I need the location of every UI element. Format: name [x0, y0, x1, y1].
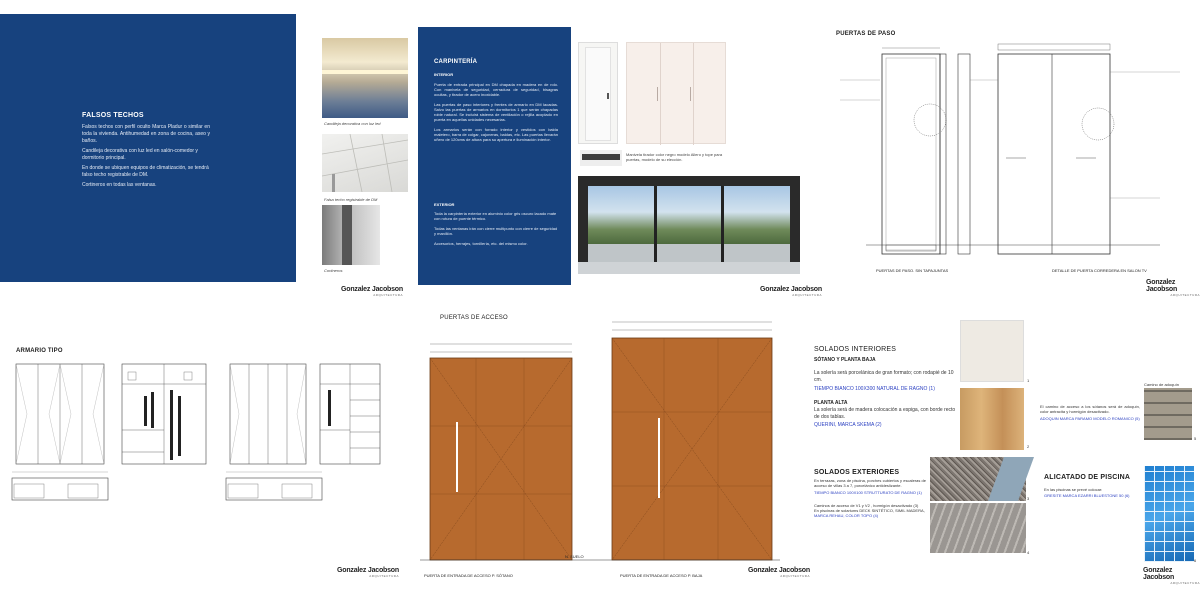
falsos-techos-p2: Candileja decorativa con luz led en salón-comedor y dormitorio principal.	[82, 148, 198, 161]
logo-6-sub: ARQUITECTURA	[1170, 581, 1200, 585]
puertas-acceso-label-right: PUERTA DE ENTRADA DE ACCESO P. BAJA	[620, 573, 703, 578]
interior-p3: Los armarios serán con forrado interior y vestidos con balda maletero, barra de colgar, cajoneras, baldas, etc. Las puertas llevarán uñero de 120cms de altura para su apertura e iluminación interior.	[434, 127, 558, 142]
interior-text	[434, 82, 558, 142]
suelo-label: N. SUELO	[565, 554, 584, 559]
carpinteria-panel	[418, 27, 571, 285]
logo-5-sub: ARQUITECTURA	[780, 574, 810, 578]
puertas-acceso-title: PUERTAS DE ACCESO	[440, 315, 508, 321]
sotano-access-text: El camino de acceso a los sótanos será de adoquín, color antracita y hormigón desactivado.	[1040, 404, 1140, 414]
interior-p2: Las puertas de paso interiores y frentes de armario en DM lacadas. Salvo las puertas de armarios en dormitorios 1 que serán chapadas roble natural. Se incluirá sistema de ventilación o rejilla acoplado en puerta en aquellas unidades necesarias.	[434, 102, 558, 122]
acceso-sotanos-section	[1040, 404, 1140, 421]
alicatado-ref: GRESITE MARCA EZARRI BLUESTONE 50 (6)	[1044, 493, 1130, 498]
puertas-paso-label-right: DETALLE DE PUERTA CORREDERA EN SALON TV	[1052, 268, 1147, 273]
exterior-p1: Toda la carpintería exterior en aluminio color gris oscuro lacado mate con rotura de puente térmico.	[434, 211, 557, 221]
logo-3	[1146, 279, 1200, 297]
caminos-text-1: Caminos de acceso de V1 y V2 , hormigón desactivado (3)	[814, 503, 919, 508]
wardrobe-photo	[626, 42, 726, 144]
exterior-text	[434, 211, 558, 246]
interior-p1: Puerta de entrada principal en DM chapada en madera en de rolo. Con manivela de seguridad, cerradura de seguridad, bisagras ocultas, y tirador de acero inoxidable.	[434, 82, 558, 97]
exterior-p3: Accesorios, herrajes, tornillería, etc. del mismo color.	[434, 241, 528, 246]
caminos-text-2: En piscinas de solariums DECK SINTÉTICO, SIMIL MADERA,	[814, 508, 925, 513]
handle-photo	[580, 150, 622, 166]
caminos-ref: MARCA REHAU, COLOR TOPO (4)	[814, 513, 879, 518]
num-2: 2	[1027, 444, 1030, 449]
exteriores-ref: TIEMPO BIANCO 100X100 STRUTTURATO DE RAGNO (1)	[814, 490, 922, 495]
sotano-text: La solería será porcelánica de gran formato; con rodapié de 10 cm.	[814, 370, 954, 383]
interior-door-photo	[578, 42, 618, 144]
num-5: 5	[1194, 436, 1197, 441]
logo-name: Gonzalez Jacobson	[341, 286, 403, 293]
logo-5	[748, 567, 810, 578]
logo-4-name: Gonzalez Jacobson	[337, 567, 399, 574]
exteriores-text: En terrazas, zona de piscina, porches cubiertos y escaleras de acceso de villas 3 a 7, porcelánico antideslizante.	[814, 478, 926, 488]
exterior-window-photo	[578, 176, 800, 274]
alta-heading: PLANTA ALTA	[814, 400, 848, 406]
num-6: 6	[1194, 558, 1197, 563]
falsos-techos-text	[82, 124, 210, 189]
gresite-swatch	[1144, 466, 1197, 563]
armario-title: ARMARIO TIPO	[16, 348, 63, 354]
granite-swatch	[930, 457, 1026, 501]
solados-exteriores-title: SOLADOS EXTERIORES	[814, 469, 900, 476]
logo-sub: ARQUITECTURA	[373, 293, 403, 297]
exterior-heading: EXTERIOR	[434, 202, 455, 207]
curtain-track-photo	[322, 205, 380, 265]
logo-2-sub: ARQUITECTURA	[792, 293, 822, 297]
logo-6-name: Gonzalez Jacobson	[1143, 567, 1175, 581]
registrable-caption: Falsa techo registrable de DM	[324, 197, 378, 202]
sotano-heading: SÓTANO Y PLANTA BAJA	[814, 357, 876, 363]
white-tile-swatch	[960, 320, 1024, 382]
puertas-acceso-label-left: PUERTA DE ENTRADA DE ACCESO P. SÓTANO	[424, 573, 513, 578]
deck-swatch	[930, 503, 1026, 553]
falsos-techos-panel	[0, 14, 296, 282]
logo-6	[1143, 567, 1200, 585]
led-caption: Candileja decorativa con luz led	[324, 121, 381, 126]
carpinteria-title: CARPINTERÍA	[434, 59, 478, 65]
logo-4	[337, 567, 399, 578]
alta-ref: QUERINI, MARCA SKEMA (2)	[814, 422, 882, 428]
falsos-techos-p3: En donde se ubiquen equipos de climatización, se tendrá falso techo registrable de DM.	[82, 165, 209, 178]
alicatado-section	[1044, 474, 1140, 498]
falsos-techos-p4: Cortineros en todas las ventanas.	[82, 182, 157, 188]
registrable-ceiling-photo	[322, 134, 408, 192]
exterior-p2: Todas las ventanas irán con cierre multipunto con cierre de seguridad y manillón.	[434, 226, 558, 236]
logo-4-sub: ARQUITECTURA	[369, 574, 399, 578]
handle-caption: Manivela tirador color negro modelo Allero y tope para puertas, modelo de su elección.	[626, 152, 723, 162]
cobble-swatch	[1144, 388, 1192, 440]
falsos-techos-p1: Falsos techos con perfil oculto Marca Pladur o similar en toda la vivienda. Antihumedad en zona de cocina, aseo y baños.	[82, 124, 210, 144]
alicatado-text: En las piscinas se prevé colocar:	[1044, 487, 1103, 492]
led-ceiling-photo	[322, 38, 408, 118]
solados-interiores-title: SOLADOS INTERIORES	[814, 346, 897, 353]
alta-text: La solería será de madera colocación a espiga, con borde recto de dos tablas.	[814, 407, 956, 420]
wood-swatch	[960, 388, 1024, 450]
cobble-caption: Camino de adoquín	[1144, 382, 1179, 387]
logo-3-sub: ARQUITECTURA	[1170, 293, 1200, 297]
logo-3-name: Gonzalez Jacobson	[1146, 279, 1178, 293]
logo-5-name: Gonzalez Jacobson	[748, 567, 810, 574]
solados-exteriores-section	[814, 469, 926, 518]
sotano-access-ref: ADOQUIN MARCA PARAMO MODELO ROMANICO (5)	[1040, 416, 1140, 421]
num-4: 4	[1027, 550, 1030, 555]
puertas-paso-label-left: PUERTAS DE PASO. SIN TAPAJUNTAS	[876, 268, 949, 273]
sotano-ref: TIEMPO BIANCO 100X300 NATURAL DE RAGNO (1)	[814, 386, 935, 392]
armario-drawing	[8, 360, 398, 530]
logo	[341, 286, 403, 297]
solados-interiores-section	[814, 346, 958, 429]
num-3: 3	[1027, 496, 1030, 501]
puertas-paso-drawing	[820, 40, 1200, 276]
logo-2	[760, 286, 822, 297]
alicatado-title: ALICATADO DE PISCINA	[1044, 474, 1131, 481]
num-1: 1	[1027, 378, 1030, 383]
puertas-acceso-drawing	[420, 318, 780, 568]
interior-heading: INTERIOR	[434, 72, 454, 77]
logo-2-name: Gonzalez Jacobson	[760, 286, 822, 293]
curtain-caption: Cortineros	[324, 268, 343, 273]
puertas-paso-title: PUERTAS DE PASO	[836, 31, 896, 37]
falsos-techos-title: FALSOS TECHOS	[82, 112, 144, 119]
